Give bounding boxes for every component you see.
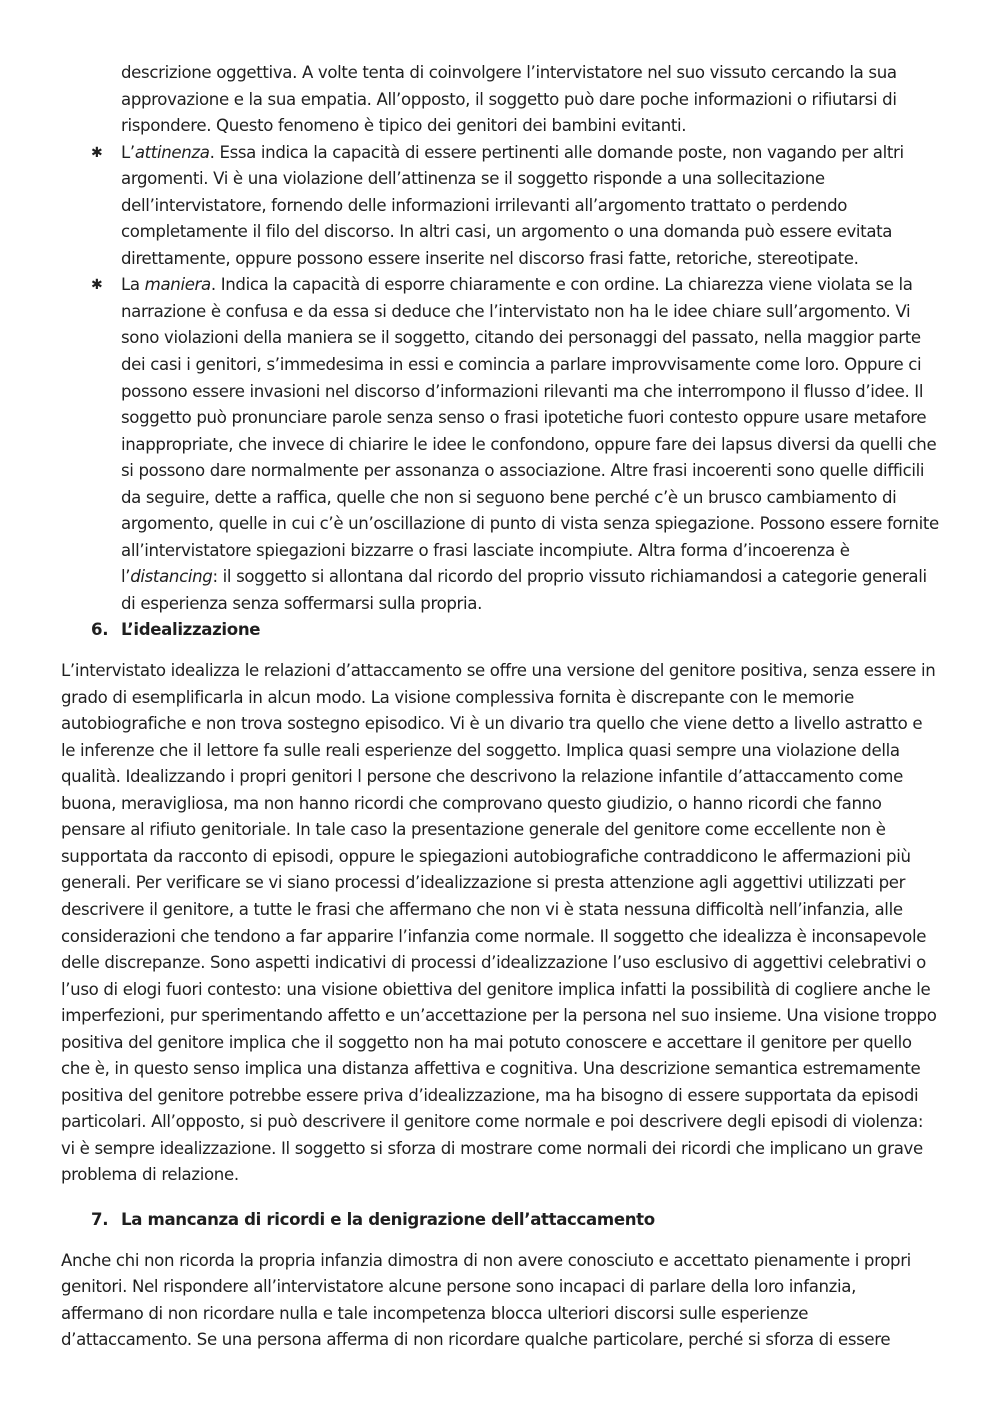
- bullet-attinenza-text: [121, 140, 941, 273]
- bullet-term: attinenza: [134, 142, 210, 162]
- bullet-body-end: : il soggetto si allontana dal ricordo del proprio vissuto richiamandosi a categorie generali di esperienza senza soffermarsi sulla propria.: [121, 567, 927, 613]
- bullet-prefix: L’: [121, 142, 135, 162]
- bullet-prefix: La: [121, 275, 145, 295]
- bullet-term-distancing: distancing: [130, 567, 213, 587]
- section-6-title: L’idealizzazione: [121, 620, 261, 640]
- bullet-attinenza: [91, 140, 941, 273]
- continuation-paragraph: descrizione oggettiva. A volte tenta di coinvolgere l’intervistatore nel suo vissuto cercando la sua approvazione e la sua empatia. All’opposto, il soggetto può dare poche informazioni o rifiutarsi di rispondere. Questo fenomeno è tipico dei genitori dei bambini evitanti.: [121, 63, 897, 136]
- section-6-paragraph: L’intervistato idealizza le relazioni d’attaccamento se offre una versione del genitore positiva, senza essere in grado di esemplificarla in alcun modo. La visione complessiva fornita è discrepante con le memorie autobiografiche e non trova sostegno episodico. Vi è un divario tra quello che viene detto a livello astratto e le inferenze che il lettore fa sulle reali esperienze del soggetto. Implica quasi sempre una violazione della qualità. Idealizzando i propri genitori l persone che descrivono la relazione infantile d’attaccamento come buona, meravigliosa, ma non hanno ricordi che comprovano questo giudizio, o hanno ricordi che fanno pensare al rifiuto genitoriale. In tale caso la presentazione generale del genitore come eccellente non è supportata da racconto di episodi, oppure le spiegazioni autobiografiche contraddicono le affermazioni più generali. Per verificare se vi siano processi d’idealizzazione si presta attenzione agli aggettivi utilizzati per descrivere il genitore, a tutte le frasi che affermano che non vi è stata nessuna difficoltà nell’infanzia, alle considerazioni che tendono a far apparire l’infanzia come normale. Il soggetto che idealizza è inconsapevole delle discrepanze. Sono aspetti indicativi di processi d’idealizzazione l’uso esclusivo di aggettivi celebrativi o l’uso di elogi fuori contesto: una visione obiettiva del genitore implica infatti la possibilità di cogliere anche le imperfezioni, pur sperimentando affetto e un’accettazione per la persona nel suo insieme. Una visione troppo positiva del genitore implica che il soggetto non ha mai potuto conoscere e accettare il genitore per quello che è, in questo senso implica una distanza affettiva e cognitiva. Una descrizione semantica estremamente positiva del genitore potrebbe essere priva d’idealizzazione, ma ha bisogno di essere supportata da episodi particolari. All’opposto, si può descrivere il genitore come normale e poi descrivere degli episodi di violenza: vi è sempre idealizzazione. Il soggetto si sforza di mostrare come normali dei ricordi che implicano un grave problema di relazione.: [61, 661, 937, 1185]
- bullet-body: . Indica la capacità di esporre chiaramente e con ordine. La chiarezza viene violata se la narrazione è confusa e da essa si deduce che l’intervistato non ha le idee chiare sull’argomento. Vi sono violazioni della maniera se il soggetto, citando dei personaggi del passato, nella maggior parte dei casi i genitori, s’immedesima in essi e comincia a parlare improvvisamente come loro. Oppure ci possono essere invasioni nel discorso d’informazioni rilevanti ma che interrompono il flusso d’idee. Il soggetto può pronunciare parole senza senso o frasi ipotetiche fuori contesto oppure usare metafore inappropriate, che invece di chiarire le idee le confondono, oppure fare dei lapsus diversi da quelli che si possono dare normalmente per assonanza o associazione. Altre frasi incoerenti sono quelle difficili da seguire, dette a raffica, quelle che non si seguono bene perché c’è un brusco cambiamento di argomento, quelle in cui c’è un’oscillazione di punto di vista senza spiegazione. Possono essere fornite all’intervistatore spiegazioni bizzarre o frasi lasciate incompiute. Altra forma d’incoerenza è l’: [121, 275, 939, 587]
- bullet-maniera: [91, 272, 941, 617]
- document-page: [61, 60, 941, 1354]
- section-6-heading: [91, 617, 941, 644]
- section-7-heading: [91, 1207, 941, 1234]
- bullet-body: . Essa indica la capacità di essere pertinenti alle domande poste, non vagando per altri argomenti. Vi è una violazione dell’attinenza se il soggetto risponde a una sollecitazione dell’intervistatore, fornendo delle informazioni irrilevanti all’argomento trattato o perdendo completamente il filo del discorso. In altri casi, un argomento o una domanda può essere evitata direttamente, oppure possono essere inserite nel discorso frasi fatte, retoriche, stereotipate.: [121, 142, 904, 268]
- section-7-paragraph: Anche chi non ricorda la propria infanzia dimostra di non avere conosciuto e accettato pienamente i propri genitori. Nel rispondere all’intervistatore alcune persone sono incapaci di parlare della loro infanzia, affermano di non ricordare nulla e tale incompetenza blocca ulteriori discorsi sulle esperienze d’attaccamento. Se una persona afferma di non ricordare qualche particolare, perché si sforza di essere: [61, 1250, 911, 1350]
- bullet-term: maniera: [144, 275, 211, 295]
- section-7-title: La mancanza di ricordi e la denigrazione dell’attaccamento: [121, 1209, 655, 1229]
- asterisk-bullet-icon: ✱: [91, 144, 103, 161]
- section-7-number: 7.: [91, 1209, 109, 1229]
- bullet-maniera-text: [121, 272, 941, 617]
- asterisk-bullet-icon: ✱: [91, 277, 103, 294]
- section-6-number: 6.: [91, 620, 109, 640]
